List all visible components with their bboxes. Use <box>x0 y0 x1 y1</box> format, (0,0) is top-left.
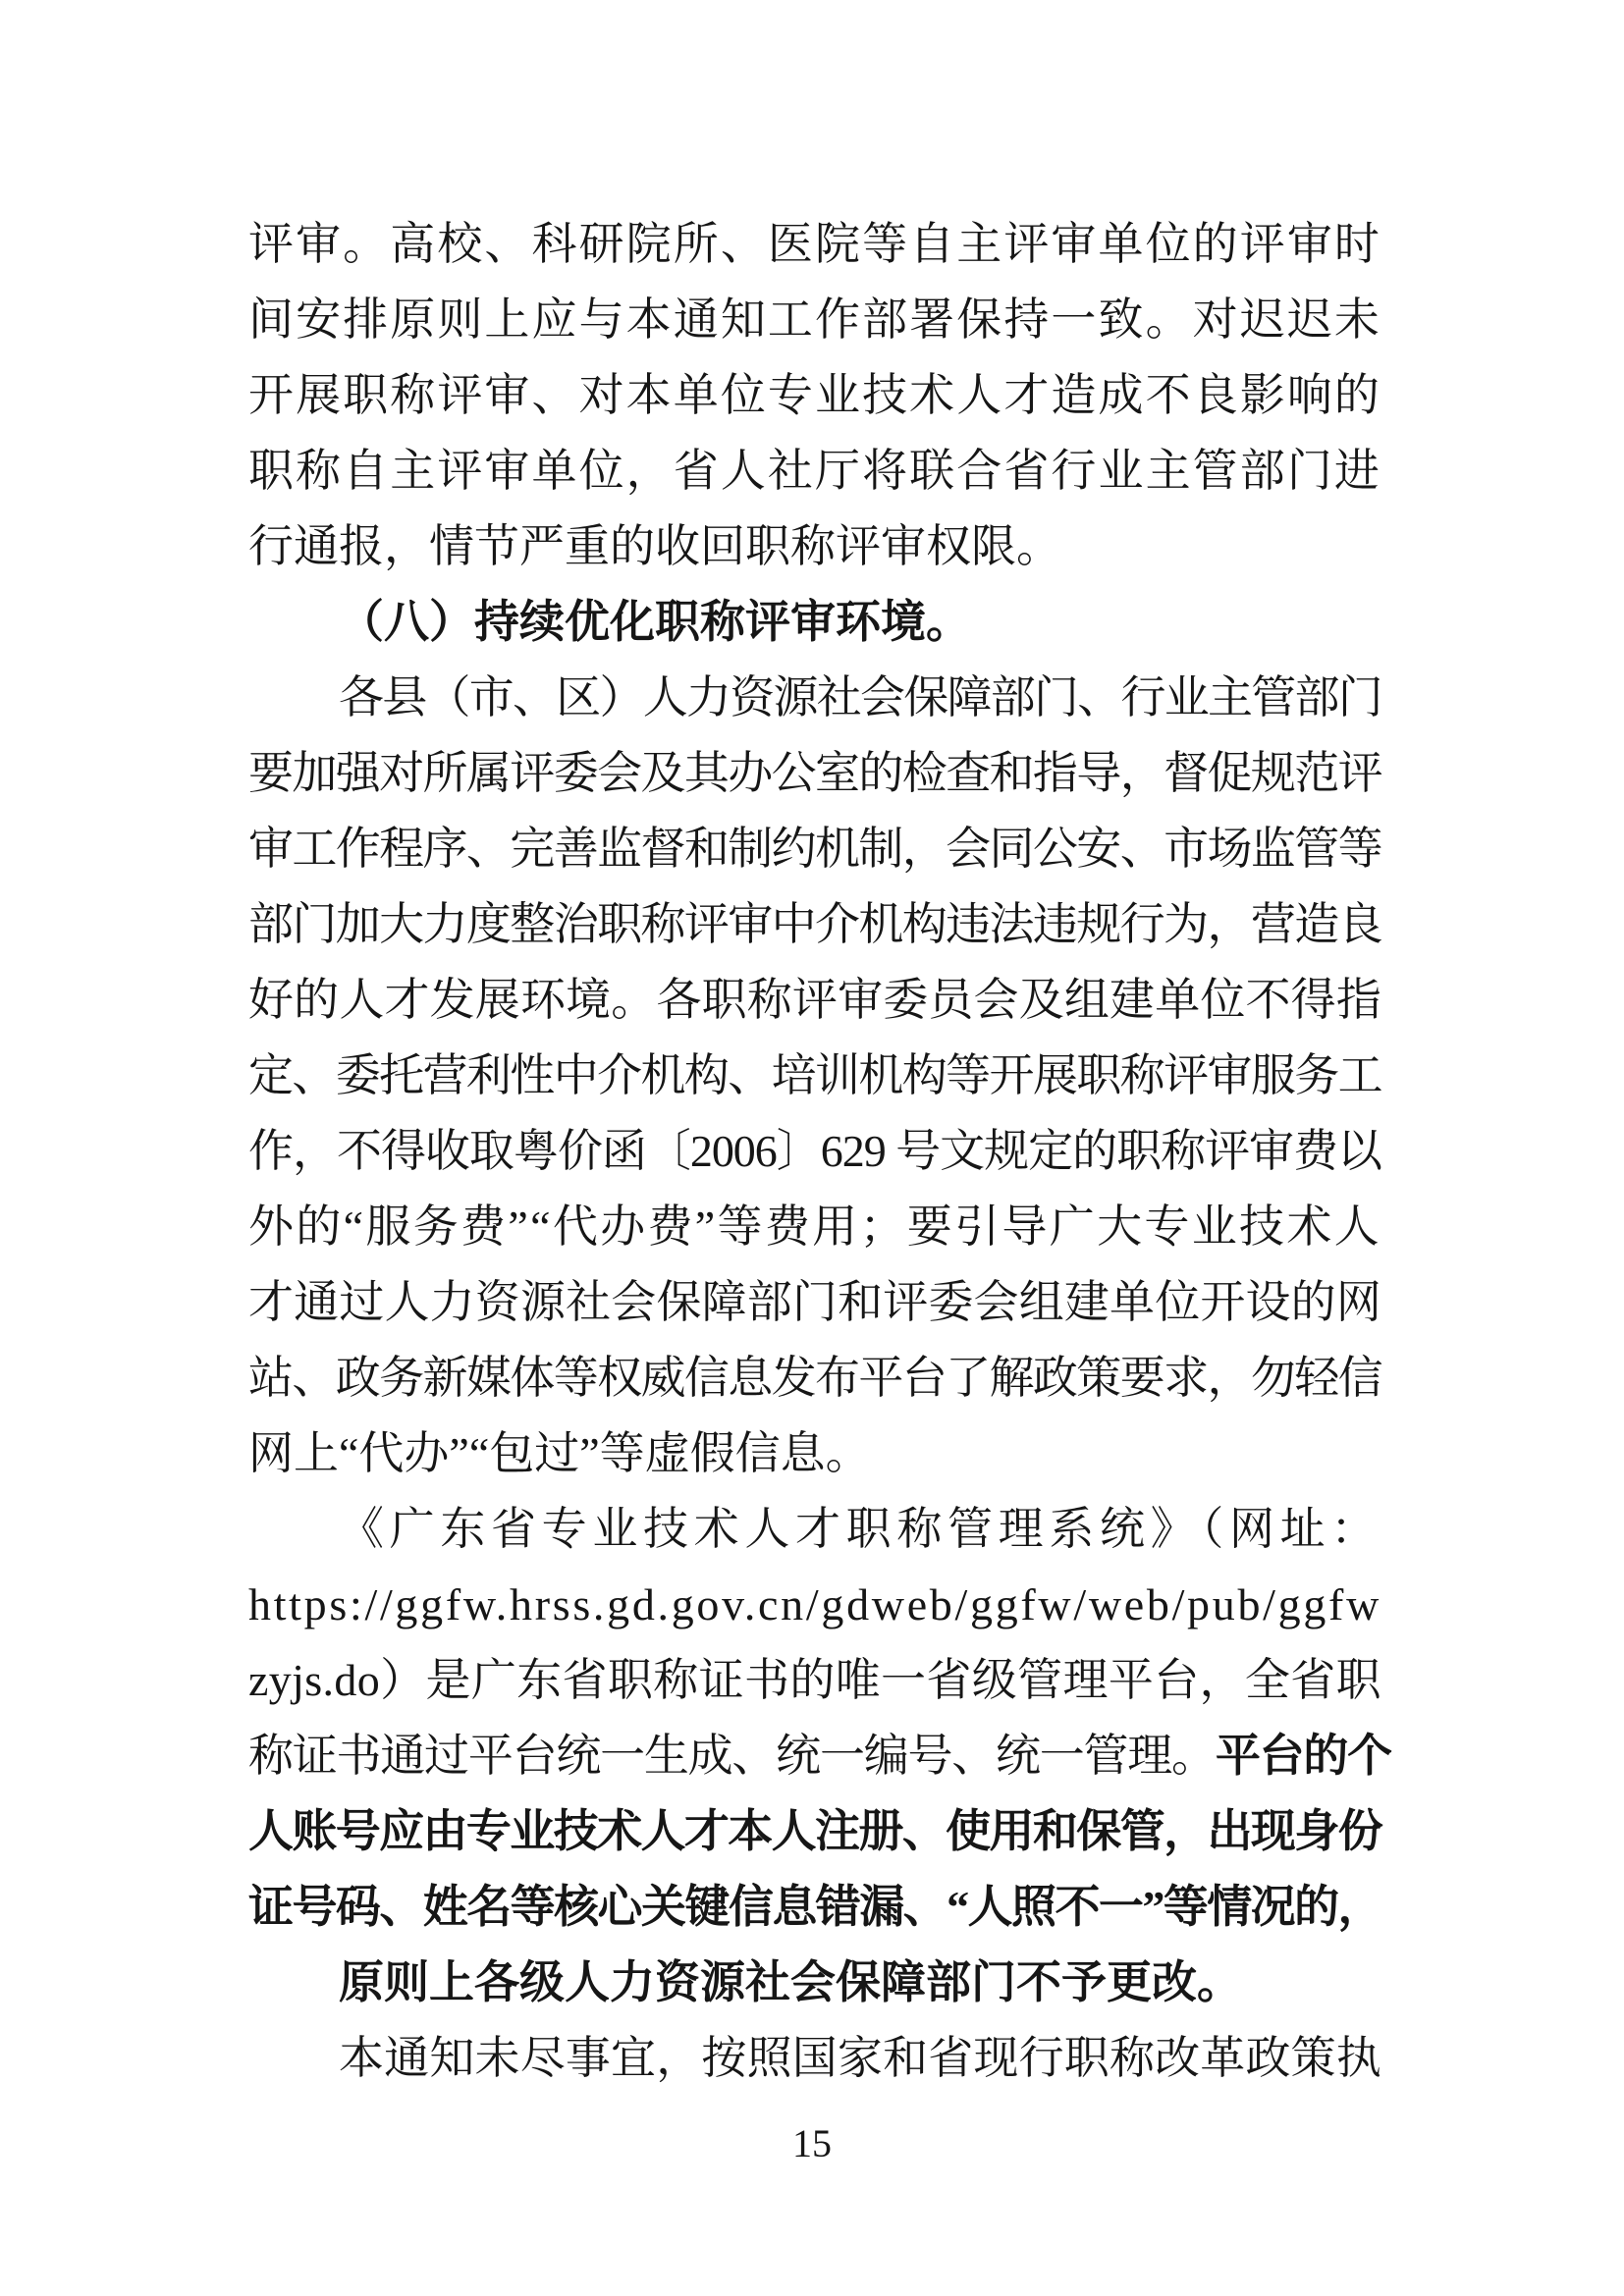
system-url: https://ggfw.hrss.gd.gov.cn/gdweb/ggfw/web/pub/ggfw <box>248 1579 1381 1629</box>
body-line: zyjs.do）是广东省职称证书的唯一省级管理平台，全省职 <box>248 1655 1381 1705</box>
body-line: 网上“代办”“包过”等虚假信息。 <box>248 1428 871 1478</box>
body-line: 部门加大力度整治职称评审中介机构违法违规行为，营造良 <box>248 899 1382 949</box>
emphasis-line: 证号码、姓名等核心关键信息错漏、“人照不一”等情况的， <box>248 1882 1382 1932</box>
body-line: 《广东省专业技术人才职称管理系统》（网址： <box>339 1504 1381 1554</box>
page-number: 15 <box>792 2121 832 2165</box>
body-line: 要加强对所属评委会及其办公室的检查和指导，督促规范评 <box>248 748 1382 798</box>
body-line <box>248 1718 1391 1793</box>
body-line: 本通知未尽事宜，按照国家和省现行职称改革政策执 <box>339 2033 1381 2083</box>
body-line: 作，不得收取粤价函〔2006〕629 号文规定的职称评审费以 <box>248 1126 1382 1176</box>
body-line: 各县（市、区）人力资源社会保障部门、行业主管部门 <box>339 672 1381 722</box>
document-body <box>248 206 1391 2096</box>
body-line: 间安排原则上应与本通知工作部署保持一致。对迟迟未 <box>248 294 1381 345</box>
body-line: 定、委托营利性中介机构、培训机构等开展职称评审服务工 <box>248 1050 1382 1100</box>
section-heading: （八）持续优化职称评审环境。 <box>339 597 971 647</box>
body-line: 外的“服务费”“代办费”等费用；要引导广大专业技术人 <box>248 1201 1381 1252</box>
emphasis-text: 平台的个 <box>1215 1731 1391 1781</box>
body-line: 才通过人力资源社会保障部门和评委会组建单位开设的网 <box>248 1277 1381 1327</box>
body-line: 职称自主评审单位，省人社厅将联合省行业主管部门进 <box>248 446 1381 496</box>
body-text: 称证书通过平台统一生成、统一编号、统一管理。 <box>248 1731 1216 1781</box>
body-line: 开展职称评审、对本单位专业技术人才造成不良影响的 <box>248 370 1381 420</box>
emphasis-line: 原则上各级人力资源社会保障部门不予更改。 <box>339 1957 1242 2007</box>
body-line: 行通报，情节严重的收回职称评审权限。 <box>248 521 1061 571</box>
body-line: 审工作程序、完善监督和制约机制，会同公安、市场监管等 <box>248 824 1382 874</box>
body-line: 好的人才发展环境。各职称评审委员会及组建单位不得指 <box>248 975 1381 1025</box>
body-line: 站、政务新媒体等权威信息发布平台了解政策要求，勿轻信 <box>248 1353 1382 1403</box>
body-line: 评审。高校、科研院所、医院等自主评审单位的评审时 <box>248 219 1381 269</box>
emphasis-line: 人账号应由专业技术人才本人注册、使用和保管，出现身份 <box>248 1806 1382 1856</box>
